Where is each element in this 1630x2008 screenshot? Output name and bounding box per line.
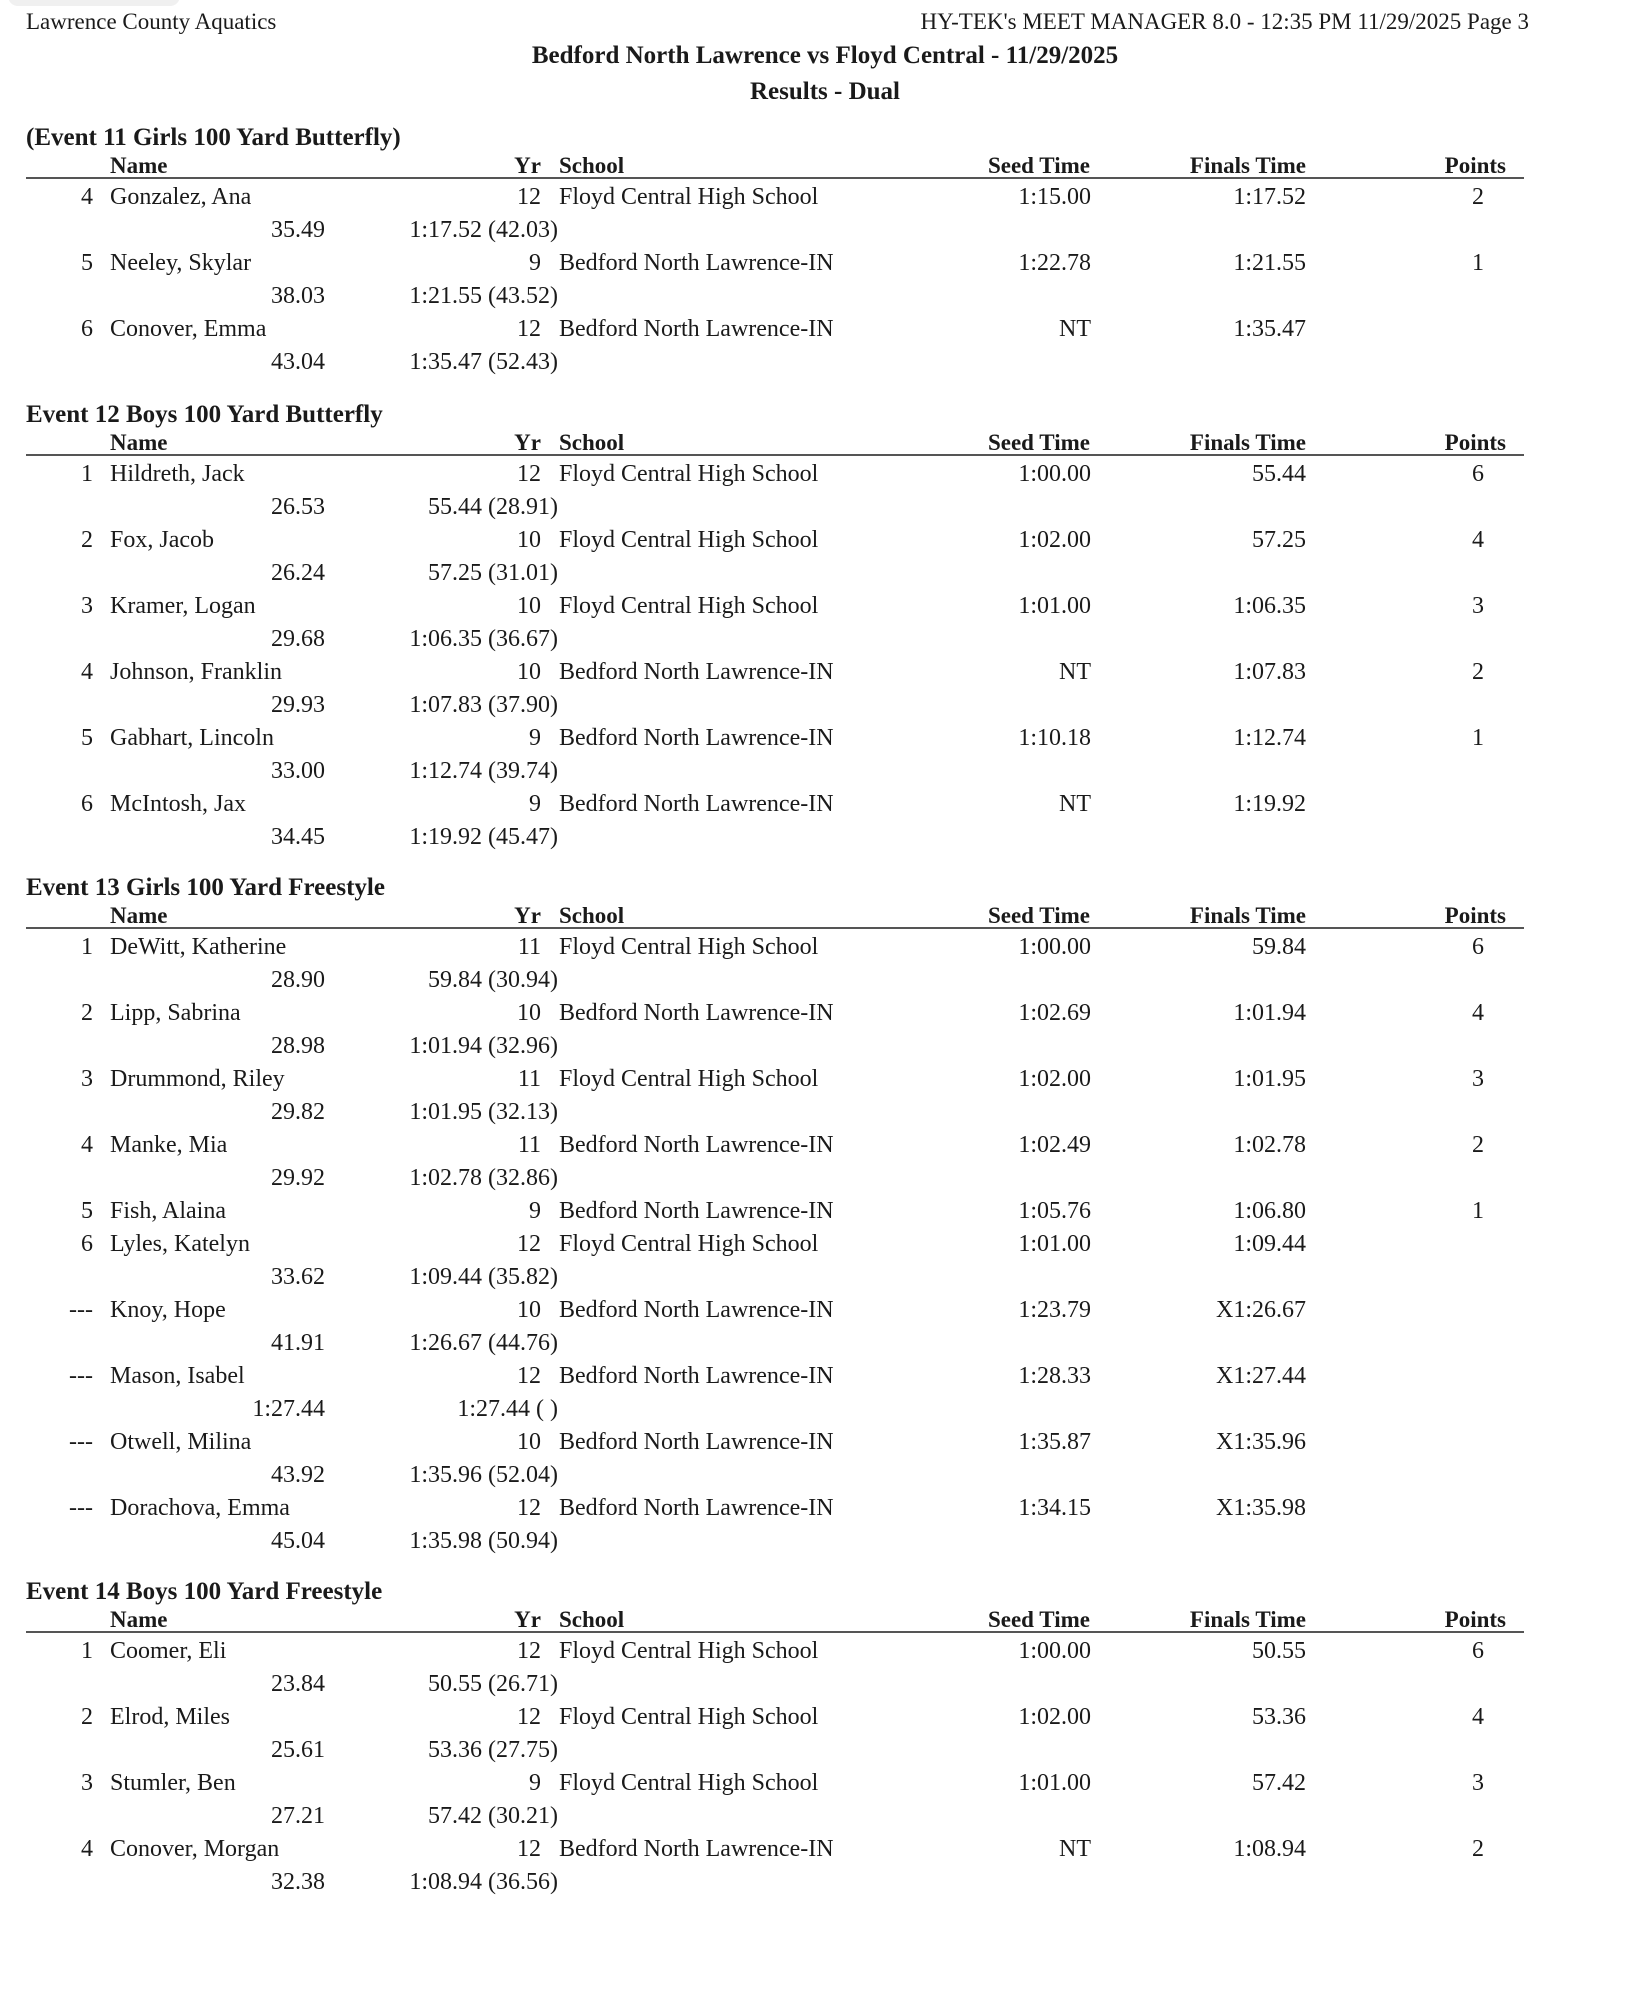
place: ---	[69, 1495, 93, 1521]
result-row	[0, 523, 1630, 556]
school-name: Bedford North Lawrence-IN	[559, 1198, 834, 1224]
points: 4	[1472, 527, 1484, 553]
split-100: 57.42 (30.21)	[428, 1803, 558, 1829]
place: 4	[81, 184, 93, 210]
split-50: 29.93	[271, 692, 325, 718]
results-list	[0, 180, 1630, 378]
header-rule	[26, 927, 1524, 929]
column-header-seed-time: Seed Time	[987, 1607, 1090, 1632]
finals-time: 55.44	[1252, 461, 1306, 487]
points: 1	[1472, 725, 1484, 751]
split-100: 1:35.98 (50.94)	[409, 1528, 558, 1554]
column-header-finals-time: Finals Time	[1189, 1607, 1306, 1632]
split-row	[0, 213, 1630, 246]
swimmer-name: Lyles, Katelyn	[110, 1231, 250, 1257]
school-name: Floyd Central High School	[559, 1638, 819, 1664]
split-50: 34.45	[271, 824, 325, 850]
seed-time: NT	[1059, 659, 1091, 685]
finals-time: 1:01.94	[1233, 1000, 1306, 1026]
software-timestamp-page: HY-TEK's MEET MANAGER 8.0 - 12:35 PM 11/29/2025 Page 3	[920, 9, 1529, 34]
split-50: 38.03	[271, 283, 325, 309]
split-50: 29.82	[271, 1099, 325, 1125]
seed-time: 1:01.00	[1018, 593, 1091, 619]
year: 10	[517, 527, 541, 553]
points: 3	[1472, 1770, 1484, 1796]
split-50: 45.04	[271, 1528, 325, 1554]
swimmer-name: Neeley, Skylar	[110, 250, 252, 276]
meet-title: Bedford North Lawrence vs Floyd Central - 11/29/2025	[531, 42, 1119, 69]
column-header-yr: Yr	[514, 903, 541, 928]
year: 12	[517, 184, 541, 210]
seed-time: 1:02.49	[1018, 1132, 1091, 1158]
seed-time: 1:02.00	[1018, 527, 1091, 553]
finals-time: 1:07.83	[1233, 659, 1306, 685]
swimmer-name: DeWitt, Katherine	[110, 934, 287, 960]
year: 10	[517, 593, 541, 619]
split-row	[0, 279, 1630, 312]
seed-time: 1:10.18	[1018, 725, 1091, 751]
points: 6	[1472, 934, 1484, 960]
points: 2	[1472, 184, 1484, 210]
column-header-points: Points	[1444, 1607, 1506, 1632]
school-name: Floyd Central High School	[559, 1231, 819, 1257]
place: 3	[81, 1770, 93, 1796]
split-50: 28.90	[271, 967, 325, 993]
split-100: 1:08.94 (36.56)	[409, 1869, 558, 1895]
year: 12	[517, 1836, 541, 1862]
split-50: 29.92	[271, 1165, 325, 1191]
swimmer-name: Johnson, Franklin	[110, 659, 283, 685]
place: 2	[81, 1704, 93, 1730]
school-name: Floyd Central High School	[559, 1704, 819, 1730]
school-name: Bedford North Lawrence-IN	[559, 725, 834, 751]
result-row	[0, 930, 1630, 963]
school-name: Bedford North Lawrence-IN	[559, 250, 834, 276]
place: 3	[81, 593, 93, 619]
year: 12	[517, 316, 541, 342]
swimmer-name: Coomer, Eli	[110, 1638, 227, 1664]
seed-time: 1:35.87	[1018, 1429, 1091, 1455]
split-row	[0, 1326, 1630, 1359]
split-50: 26.53	[271, 494, 325, 520]
split-100: 1:07.83 (37.90)	[409, 692, 558, 718]
place: 6	[81, 791, 93, 817]
split-row	[0, 490, 1630, 523]
split-row	[0, 1095, 1630, 1128]
result-row	[0, 246, 1630, 279]
place: 4	[81, 659, 93, 685]
split-100: 1:35.96 (52.04)	[409, 1462, 558, 1488]
split-row	[0, 1260, 1630, 1293]
finals-time: 53.36	[1252, 1704, 1306, 1730]
split-row	[0, 963, 1630, 996]
school-name: Bedford North Lawrence-IN	[559, 791, 834, 817]
result-row	[0, 1128, 1630, 1161]
seed-time: 1:22.78	[1018, 250, 1091, 276]
result-row	[0, 1766, 1630, 1799]
school-name: Floyd Central High School	[559, 461, 819, 487]
result-row	[0, 180, 1630, 213]
split-100: 1:06.35 (36.67)	[409, 626, 558, 652]
split-50: 32.38	[271, 1869, 325, 1895]
result-row	[0, 787, 1630, 820]
seed-time: 1:01.00	[1018, 1770, 1091, 1796]
result-row	[0, 1062, 1630, 1095]
organization-name: Lawrence County Aquatics	[26, 9, 277, 34]
swimmer-name: McIntosh, Jax	[110, 791, 246, 817]
year: 12	[517, 1231, 541, 1257]
header-rule	[26, 1631, 1524, 1633]
split-100: 1:01.94 (32.96)	[409, 1033, 558, 1059]
split-100: 57.25 (31.01)	[428, 560, 558, 586]
year: 10	[517, 1297, 541, 1323]
seed-time: NT	[1059, 316, 1091, 342]
finals-time: 57.25	[1252, 527, 1306, 553]
year: 9	[529, 791, 541, 817]
school-name: Bedford North Lawrence-IN	[559, 1297, 834, 1323]
year: 12	[517, 461, 541, 487]
year: 12	[517, 1638, 541, 1664]
split-50: 26.24	[271, 560, 325, 586]
year: 10	[517, 659, 541, 685]
seed-time: 1:05.76	[1018, 1198, 1091, 1224]
points: 6	[1472, 461, 1484, 487]
points: 3	[1472, 593, 1484, 619]
school-name: Bedford North Lawrence-IN	[559, 1836, 834, 1862]
split-100: 1:01.95 (32.13)	[409, 1099, 558, 1125]
finals-time: 1:01.95	[1233, 1066, 1306, 1092]
school-name: Floyd Central High School	[559, 1066, 819, 1092]
column-header-school: School	[559, 153, 625, 178]
event-title: Event 13 Girls 100 Yard Freestyle	[26, 874, 385, 901]
place: ---	[69, 1297, 93, 1323]
split-row	[0, 1161, 1630, 1194]
year: 10	[517, 1429, 541, 1455]
place: ---	[69, 1363, 93, 1389]
result-row	[0, 655, 1630, 688]
column-header-school: School	[559, 430, 625, 455]
split-100: 53.36 (27.75)	[428, 1737, 558, 1763]
split-100: 1:27.44 ( )	[457, 1396, 558, 1422]
result-row	[0, 996, 1630, 1029]
year: 11	[517, 934, 541, 960]
split-row	[0, 1524, 1630, 1557]
finals-time: 1:35.47	[1233, 316, 1306, 342]
result-row	[0, 1634, 1630, 1667]
split-50: 28.98	[271, 1033, 325, 1059]
split-row	[0, 1667, 1630, 1700]
swimmer-name: Kramer, Logan	[110, 593, 256, 619]
swimmer-name: Hildreth, Jack	[110, 461, 245, 487]
year: 12	[517, 1704, 541, 1730]
swimmer-name: Elrod, Miles	[110, 1704, 230, 1730]
swimmer-name: Conover, Emma	[110, 316, 267, 342]
split-100: 1:19.92 (45.47)	[409, 824, 558, 850]
event-title: (Event 11 Girls 100 Yard Butterfly)	[26, 124, 401, 151]
finals-time: 50.55	[1252, 1638, 1306, 1664]
school-name: Bedford North Lawrence-IN	[559, 1429, 834, 1455]
split-row	[0, 622, 1630, 655]
column-header-school: School	[559, 903, 625, 928]
school-name: Bedford North Lawrence-IN	[559, 1132, 834, 1158]
split-row	[0, 1392, 1630, 1425]
finals-time: 1:12.74	[1233, 725, 1306, 751]
split-100: 1:21.55 (43.52)	[409, 283, 558, 309]
year: 10	[517, 1000, 541, 1026]
swimmer-name: Stumler, Ben	[110, 1770, 236, 1796]
swimmer-name: Dorachova, Emma	[110, 1495, 290, 1521]
result-row	[0, 312, 1630, 345]
finals-time: 1:09.44	[1233, 1231, 1306, 1257]
place: 2	[81, 1000, 93, 1026]
points: 1	[1472, 250, 1484, 276]
place: 1	[81, 461, 93, 487]
result-row	[0, 1227, 1630, 1260]
year: 11	[517, 1132, 541, 1158]
split-100: 1:26.67 (44.76)	[409, 1330, 558, 1356]
split-row	[0, 1458, 1630, 1491]
swimmer-name: Conover, Morgan	[110, 1836, 280, 1862]
column-header-name: Name	[110, 430, 168, 455]
finals-time: 1:17.52	[1233, 184, 1306, 210]
swimmer-name: Fish, Alaina	[110, 1198, 227, 1224]
points: 3	[1472, 1066, 1484, 1092]
split-100: 1:02.78 (32.86)	[409, 1165, 558, 1191]
place: 1	[81, 1638, 93, 1664]
swimmer-name: Fox, Jacob	[110, 527, 214, 553]
seed-time: 1:02.69	[1018, 1000, 1091, 1026]
school-name: Floyd Central High School	[559, 593, 819, 619]
split-row	[0, 1799, 1630, 1832]
swimmer-name: Drummond, Riley	[110, 1066, 285, 1092]
split-row	[0, 820, 1630, 853]
finals-time: 1:21.55	[1233, 250, 1306, 276]
result-row	[0, 1491, 1630, 1524]
points: 4	[1472, 1704, 1484, 1730]
split-row	[0, 1733, 1630, 1766]
split-100: 1:35.47 (52.43)	[409, 349, 558, 375]
column-header-finals-time: Finals Time	[1189, 903, 1306, 928]
seed-time: 1:00.00	[1018, 461, 1091, 487]
split-100: 1:17.52 (42.03)	[409, 217, 558, 243]
finals-time: 1:06.80	[1233, 1198, 1306, 1224]
column-header-name: Name	[110, 153, 168, 178]
seed-time: 1:02.00	[1018, 1066, 1091, 1092]
result-row	[0, 589, 1630, 622]
school-name: Floyd Central High School	[559, 527, 819, 553]
result-row	[0, 1700, 1630, 1733]
seed-time: 1:28.33	[1018, 1363, 1091, 1389]
swimmer-name: Otwell, Milina	[110, 1429, 252, 1455]
year: 9	[529, 1770, 541, 1796]
split-50: 23.84	[271, 1671, 325, 1697]
points: 2	[1472, 659, 1484, 685]
finals-time: 59.84	[1252, 934, 1306, 960]
column-header-name: Name	[110, 1607, 168, 1632]
school-name: Bedford North Lawrence-IN	[559, 659, 834, 685]
swimmer-name: Gonzalez, Ana	[110, 184, 252, 210]
school-name: Bedford North Lawrence-IN	[559, 1495, 834, 1521]
split-row	[0, 754, 1630, 787]
seed-time: 1:00.00	[1018, 1638, 1091, 1664]
seed-time: NT	[1059, 1836, 1091, 1862]
split-50: 43.92	[271, 1462, 325, 1488]
finals-time: 57.42	[1252, 1770, 1306, 1796]
split-100: 1:12.74 (39.74)	[409, 758, 558, 784]
results-subtitle: Results - Dual	[749, 78, 900, 105]
column-header-school: School	[559, 1607, 625, 1632]
year: 9	[529, 1198, 541, 1224]
column-header-seed-time: Seed Time	[987, 153, 1090, 178]
column-header-finals-time: Finals Time	[1189, 153, 1306, 178]
finals-time: 1:06.35	[1233, 593, 1306, 619]
place: 4	[81, 1836, 93, 1862]
split-100: 59.84 (30.94)	[428, 967, 558, 993]
points: 1	[1472, 1198, 1484, 1224]
place: 4	[81, 1132, 93, 1158]
finals-time: X1:27.44	[1216, 1363, 1306, 1389]
swimmer-name: Gabhart, Lincoln	[110, 725, 274, 751]
seed-time: 1:02.00	[1018, 1704, 1091, 1730]
column-header-points: Points	[1444, 153, 1506, 178]
seed-time: 1:00.00	[1018, 934, 1091, 960]
swimmer-name: Mason, Isabel	[110, 1363, 245, 1389]
header-rule	[26, 177, 1524, 179]
place: 6	[81, 316, 93, 342]
result-row	[0, 1194, 1630, 1227]
split-50: 27.21	[271, 1803, 325, 1829]
school-name: Bedford North Lawrence-IN	[559, 316, 834, 342]
browser-tab-remnant	[8, 0, 180, 6]
year: 12	[517, 1495, 541, 1521]
result-row	[0, 1425, 1630, 1458]
split-row	[0, 1865, 1630, 1898]
header-rule	[26, 454, 1524, 456]
seed-time: 1:23.79	[1018, 1297, 1091, 1323]
result-row	[0, 1359, 1630, 1392]
finals-time: X1:35.98	[1216, 1495, 1306, 1521]
column-header-seed-time: Seed Time	[987, 430, 1090, 455]
place: 6	[81, 1231, 93, 1257]
finals-time: X1:26.67	[1216, 1297, 1306, 1323]
result-row	[0, 721, 1630, 754]
place: ---	[69, 1429, 93, 1455]
school-name: Bedford North Lawrence-IN	[559, 1363, 834, 1389]
split-50: 43.04	[271, 349, 325, 375]
school-name: Floyd Central High School	[559, 1770, 819, 1796]
swimmer-name: Knoy, Hope	[110, 1297, 226, 1323]
result-row	[0, 1832, 1630, 1865]
split-50: 1:27.44	[252, 1396, 325, 1422]
points: 2	[1472, 1132, 1484, 1158]
year: 9	[529, 250, 541, 276]
year: 12	[517, 1363, 541, 1389]
column-header-finals-time: Finals Time	[1189, 430, 1306, 455]
place: 5	[81, 250, 93, 276]
result-row	[0, 1293, 1630, 1326]
points: 2	[1472, 1836, 1484, 1862]
split-50: 41.91	[271, 1330, 325, 1356]
year: 11	[517, 1066, 541, 1092]
split-row	[0, 556, 1630, 589]
school-name: Floyd Central High School	[559, 934, 819, 960]
place: 5	[81, 725, 93, 751]
split-50: 35.49	[271, 217, 325, 243]
points: 6	[1472, 1638, 1484, 1664]
school-name: Bedford North Lawrence-IN	[559, 1000, 834, 1026]
split-100: 50.55 (26.71)	[428, 1671, 558, 1697]
place: 1	[81, 934, 93, 960]
split-row	[0, 345, 1630, 378]
column-header-yr: Yr	[514, 1607, 541, 1632]
event-title: Event 14 Boys 100 Yard Freestyle	[26, 1578, 383, 1605]
place: 3	[81, 1066, 93, 1092]
event-title: Event 12 Boys 100 Yard Butterfly	[26, 401, 383, 428]
column-header-points: Points	[1444, 430, 1506, 455]
place: 2	[81, 527, 93, 553]
seed-time: 1:15.00	[1018, 184, 1091, 210]
result-row	[0, 457, 1630, 490]
seed-time: NT	[1059, 791, 1091, 817]
results-list	[0, 1634, 1630, 1898]
results-list	[0, 930, 1630, 1557]
points: 4	[1472, 1000, 1484, 1026]
seed-time: 1:01.00	[1018, 1231, 1091, 1257]
finals-time: 1:02.78	[1233, 1132, 1306, 1158]
split-50: 25.61	[271, 1737, 325, 1763]
split-50: 33.62	[271, 1264, 325, 1290]
split-50: 33.00	[271, 758, 325, 784]
split-100: 55.44 (28.91)	[428, 494, 558, 520]
column-header-yr: Yr	[514, 430, 541, 455]
column-header-seed-time: Seed Time	[987, 903, 1090, 928]
place: 5	[81, 1198, 93, 1224]
split-50: 29.68	[271, 626, 325, 652]
swimmer-name: Manke, Mia	[110, 1132, 228, 1158]
column-header-name: Name	[110, 903, 168, 928]
swimmer-name: Lipp, Sabrina	[110, 1000, 241, 1026]
finals-time: 1:08.94	[1233, 1836, 1306, 1862]
column-header-points: Points	[1444, 903, 1506, 928]
column-header-yr: Yr	[514, 153, 541, 178]
finals-time: X1:35.96	[1216, 1429, 1306, 1455]
school-name: Floyd Central High School	[559, 184, 819, 210]
seed-time: 1:34.15	[1018, 1495, 1091, 1521]
year: 9	[529, 725, 541, 751]
split-row	[0, 1029, 1630, 1062]
split-row	[0, 688, 1630, 721]
split-100: 1:09.44 (35.82)	[409, 1264, 558, 1290]
results-list	[0, 457, 1630, 853]
finals-time: 1:19.92	[1233, 791, 1306, 817]
